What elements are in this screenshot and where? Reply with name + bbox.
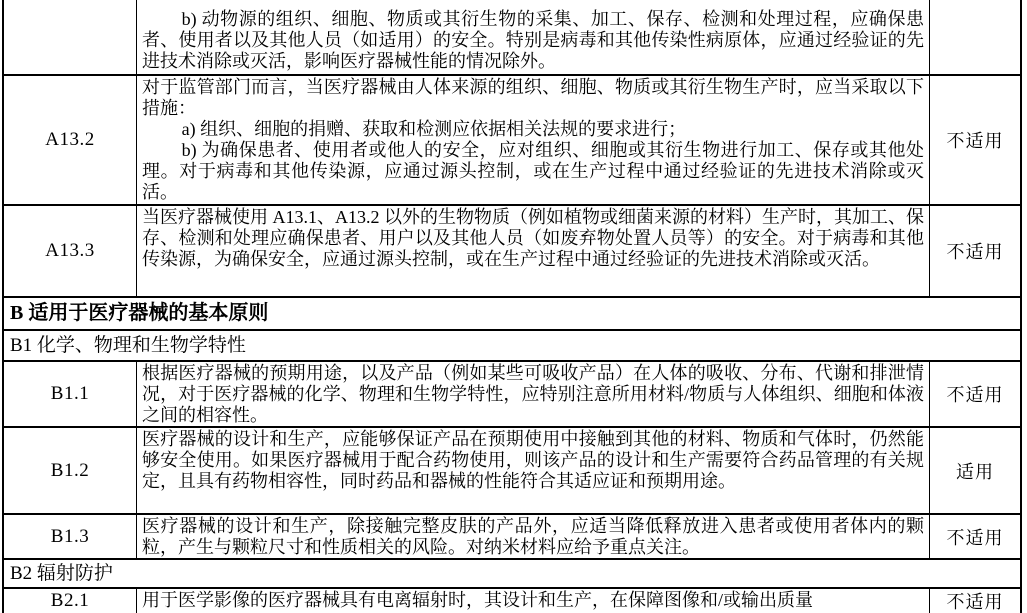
applicability-status: 不适用 [929, 589, 1020, 613]
applicability-status: 不适用 [929, 362, 1020, 426]
assessment-table [4, 0, 1020, 613]
table-row [4, 76, 1020, 206]
clause-text [137, 589, 929, 613]
applicability-status [929, 0, 1020, 74]
clause-id: A13.3 [4, 206, 137, 296]
clause-text [137, 206, 929, 296]
clause-id: B1.3 [4, 515, 137, 558]
clause-paragraph: b) 为确保患者、使用者或他人的安全，应对组织、细胞或其衍生物进行加工、保存或其他处理。对于病毒和其他传染源，应通过源头控制，或在生产过程中通过经验证的先进技术消除或灭活。 [142, 140, 924, 202]
section-row [4, 331, 1020, 362]
clause-text [137, 362, 929, 426]
section-row [4, 560, 1020, 589]
table-row [4, 0, 1020, 76]
clause-id: B2.1 [4, 589, 137, 613]
clause-paragraph: 根据医疗器械的预期用途，以及产品（例如某些可吸收产品）在人体的吸收、分布、代谢和排泄情况，对于医疗器械的化学、物理和生物学特性，应特别注意所用材料/物质与人体组织、细胞和体液之间的相容性。 [142, 363, 924, 425]
section-title: B2 辐射防护 [10, 563, 113, 584]
document-page [2, 0, 1022, 613]
clause-paragraph: 医疗器械的设计和生产，应能够保证产品在预期使用中接触到其他的材料、物质和气体时，仍然能够安全使用。如果医疗器械用于配合药物使用，则该产品的设计和生产需要符合药品管理的有关规定，且具有药物相容性，同时药品和器械的性能符合其适应证和预期用途。 [142, 429, 924, 491]
applicability-status: 不适用 [929, 76, 1020, 204]
section-title: B 适用于医疗器械的基本原则 [10, 302, 269, 324]
clause-text [137, 0, 929, 74]
applicability-status: 不适用 [929, 206, 1020, 296]
applicability-status: 适用 [929, 428, 1020, 513]
table-row [4, 515, 1020, 560]
clause-text [137, 515, 929, 558]
table-row [4, 206, 1020, 298]
clause-paragraph: 当医疗器械使用 A13.1、A13.2 以外的生物物质（例如植物或细菌来源的材料）生产时，其加工、保存、检测和处理应确保患者、用户以及其他人员（如废弃物处置人员等）的安全。对于病毒和其他传染源，为确保安全，应通过源头控制，或在生产过程中通过经验证的先进技术消除或灭活。 [142, 207, 924, 269]
section-title: B1 化学、物理和生物学特性 [10, 335, 246, 356]
clause-paragraph: a) 组织、细胞的捐赠、获取和检测应依据相关法规的要求进行； [181, 119, 687, 139]
clause-id [4, 0, 137, 74]
clause-paragraph: 用于医学影像的医疗器械具有电离辐射时，其设计和生产，在保障图像和/或输出质量 [142, 590, 813, 610]
clause-id: A13.2 [4, 76, 137, 204]
clause-text [137, 76, 929, 204]
section-row [4, 298, 1020, 331]
clause-text [137, 428, 929, 513]
clause-id: B1.2 [4, 428, 137, 513]
clause-paragraph: b) 动物源的组织、细胞、物质或其衍生物的采集、加工、保存、检测和处理过程，应确保患者、使用者以及其他人员（如适用）的安全。特别是病毒和其他传染性病原体，应通过经验证的先进技术消除或灭活，影响医疗器械性能的情况除外。 [142, 9, 924, 71]
table-row [4, 362, 1020, 428]
clause-paragraph: 医疗器械的设计和生产，除接触完整皮肤的产品外，应适当降低释放进入患者或使用者体内的颗粒，产生与颗粒尺寸和性质相关的风险。对纳米材料应给予重点关注。 [142, 516, 924, 557]
table-row [4, 589, 1020, 613]
clause-paragraph: 对于监管部门而言，当医疗器械由人体来源的组织、细胞、物质或其衍生物生产时，应当采取以下措施： [142, 77, 924, 118]
table-row [4, 428, 1020, 515]
clause-id: B1.1 [4, 362, 137, 426]
applicability-status: 不适用 [929, 515, 1020, 558]
